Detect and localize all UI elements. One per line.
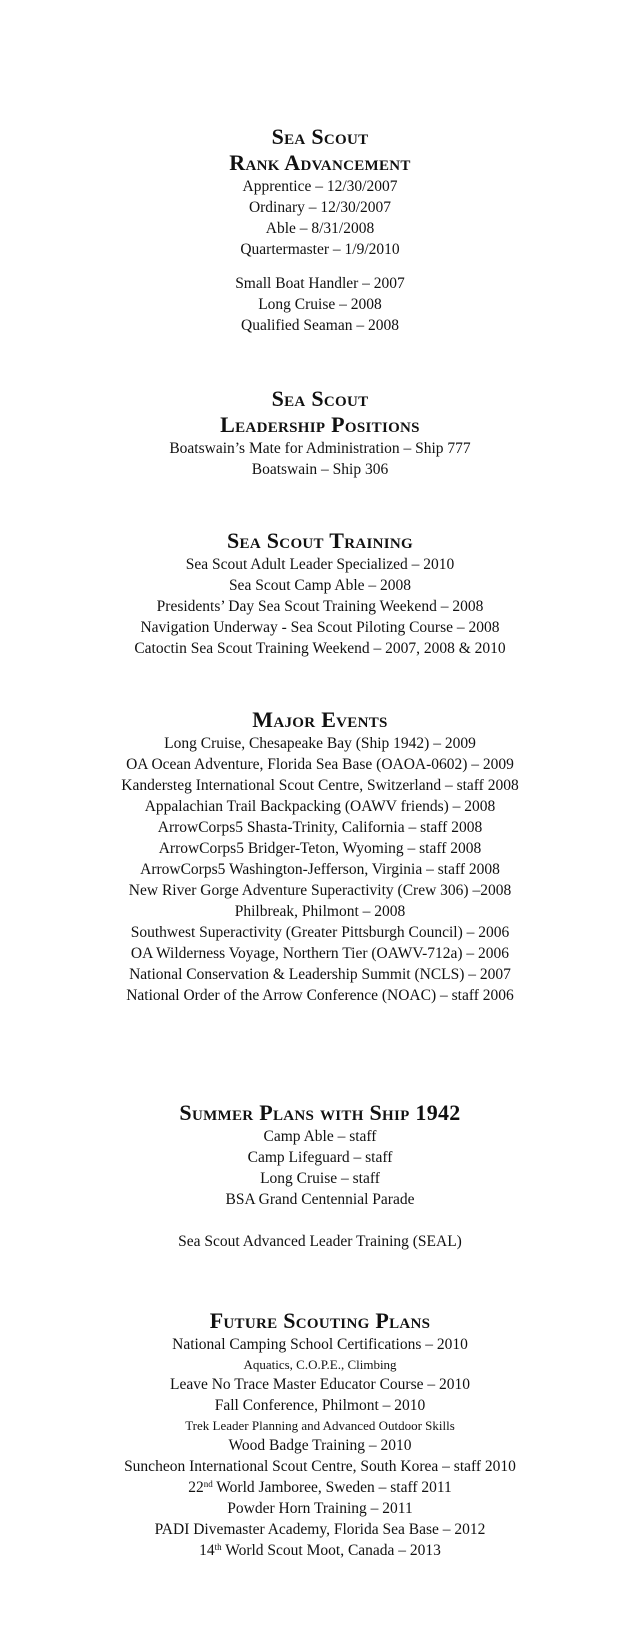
summer-plans-section [0,1100,640,1252]
section-heading: Future Scouting Plans [209,1308,431,1333]
training-item: Presidents’ Day Sea Scout Training Weekend – 2008 [156,598,484,615]
future-plan-item [0,1477,640,1498]
future-plan-subitem: Trek Leader Planning and Advanced Outdoor Skills [185,1418,455,1433]
future-plan-subitem: Aquatics, C.O.P.E., Climbing [243,1357,397,1372]
leadership-positions-section [0,386,640,480]
event-item: Kandersteg International Scout Centre, Switzerland – staff 2008 [121,777,519,794]
section-heading: Summer Plans with Ship 1942 [179,1100,461,1125]
event-item: Long Cruise, Chesapeake Bay (Ship 1942) – 2009 [164,735,476,752]
summer-plan-item: Camp Lifeguard – staff [247,1149,393,1166]
section-heading: Leadership Positions [220,412,420,437]
item-text: World Scout Moot, Canada – 2013 [221,1542,441,1559]
event-item: ArrowCorps5 Shasta-Trinity, California – staff 2008 [157,819,483,836]
event-item: National Conservation & Leadership Summit (NCLS) – 2007 [129,966,511,983]
section-heading: Rank Advancement [229,150,411,175]
training-item: Navigation Underway - Sea Scout Piloting Course – 2008 [140,619,500,636]
event-item: ArrowCorps5 Bridger-Teton, Wyoming – staff 2008 [158,840,482,857]
award-item: Qualified Seaman – 2008 [241,317,399,334]
future-plan-item: Wood Badge Training – 2010 [228,1437,412,1454]
section-heading: Major Events [252,707,388,732]
section-heading: Sea Scout [271,124,369,149]
section-heading: Sea Scout [271,386,369,411]
event-item: ArrowCorps5 Washington-Jefferson, Virginia – staff 2008 [140,861,500,878]
ordinal-suffix: th [214,1542,222,1552]
future-plan-item: Powder Horn Training – 2011 [227,1500,413,1517]
item-text: World Jamboree, Sweden – staff 2011 [212,1479,452,1496]
event-item: Southwest Superactivity (Greater Pittsburgh Council) – 2006 [130,924,510,941]
event-item: New River Gorge Adventure Superactivity (Crew 306) –2008 [128,882,512,899]
rank-item: Ordinary – 12/30/2007 [248,199,392,216]
position-item: Boatswain – Ship 306 [251,461,389,478]
summer-plan-item: Sea Scout Advanced Leader Training (SEAL) [178,1233,462,1250]
future-plan-item: Suncheon International Scout Centre, South Korea – staff 2010 [124,1458,516,1475]
event-item: Philbreak, Philmont – 2008 [234,903,406,920]
ordinal-suffix: nd [203,1479,213,1489]
summer-plan-item: BSA Grand Centennial Parade [225,1191,415,1208]
future-plan-item [0,1540,640,1561]
summer-plan-item: Camp Able – staff [263,1128,377,1145]
award-item: Long Cruise – 2008 [258,296,382,313]
rank-item: Apprentice – 12/30/2007 [242,178,398,195]
event-item: Appalachian Trail Backpacking (OAWV friends) – 2008 [144,798,496,815]
section-heading: Sea Scout Training [227,528,413,553]
future-plan-item: PADI Divemaster Academy, Florida Sea Base – 2012 [154,1521,486,1538]
rank-item: Able – 8/31/2008 [265,220,375,237]
training-section [0,528,640,659]
event-item: National Order of the Arrow Conference (NOAC) – staff 2006 [126,987,514,1004]
ordinal-number: 14 [199,1542,215,1559]
future-plan-item: Leave No Trace Master Educator Course – 2010 [169,1376,471,1393]
event-item: OA Ocean Adventure, Florida Sea Base (OAOA-0602) – 2009 [126,756,514,773]
event-item: OA Wilderness Voyage, Northern Tier (OAWV-712a) – 2006 [130,945,510,962]
training-item: Catoctin Sea Scout Training Weekend – 2007, 2008 & 2010 [134,640,506,657]
rank-advancement-section [0,124,640,336]
future-plan-item: Fall Conference, Philmont – 2010 [214,1397,426,1414]
ordinal-number: 22 [188,1479,204,1496]
position-item: Boatswain’s Mate for Administration – Ship 777 [169,440,471,457]
major-events-section [0,707,640,1006]
summer-plan-item: Long Cruise – staff [260,1170,380,1187]
training-item: Sea Scout Adult Leader Specialized – 2010 [185,556,455,573]
rank-item: Quartermaster – 1/9/2010 [240,241,400,258]
award-item: Small Boat Handler – 2007 [235,275,405,292]
training-item: Sea Scout Camp Able – 2008 [228,577,412,594]
future-plan-item: National Camping School Certifications – 2010 [172,1336,468,1353]
future-plans-section [0,1308,640,1561]
